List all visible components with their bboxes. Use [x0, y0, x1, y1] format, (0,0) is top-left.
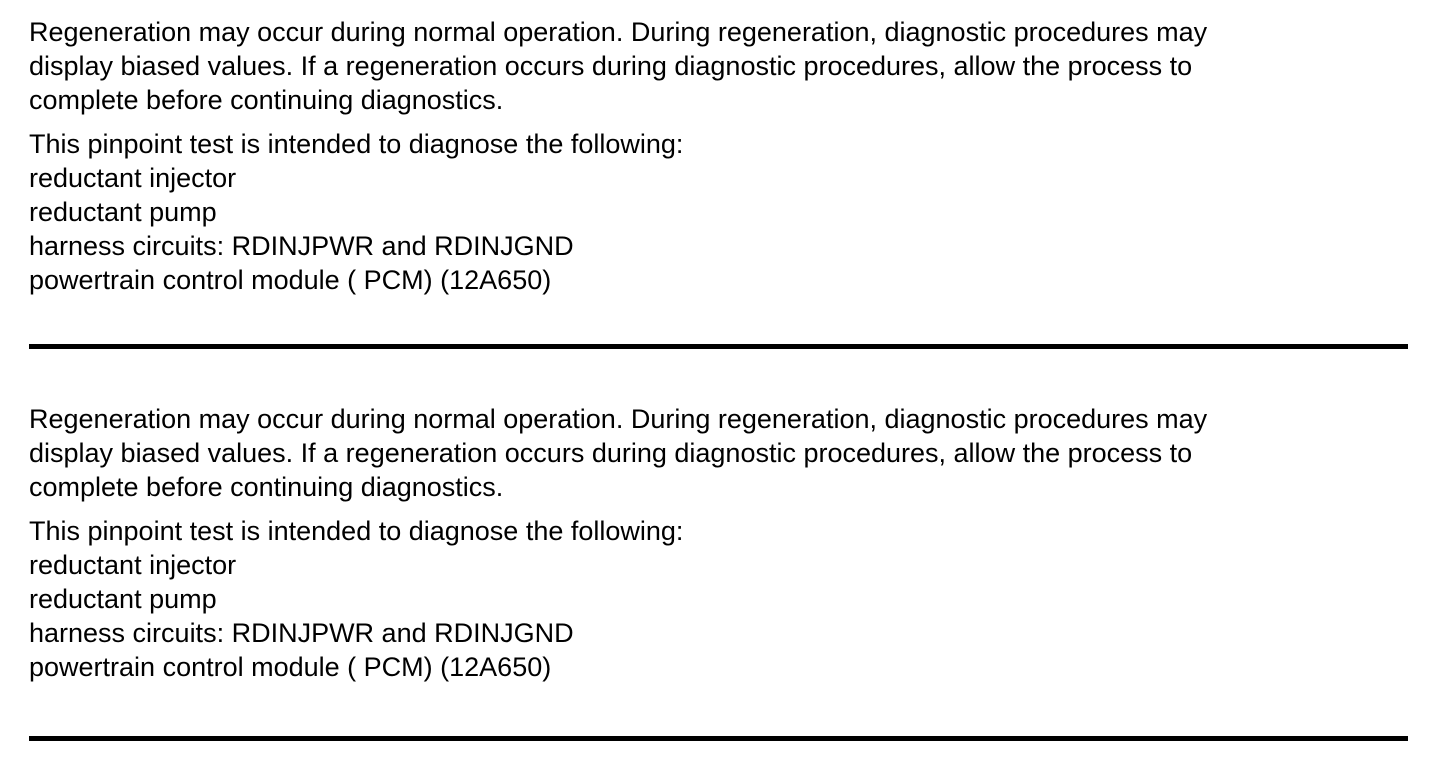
- diagnosis-list: [29, 161, 1414, 297]
- list-item: reductant pump: [29, 584, 217, 614]
- pinpoint-test-section-2: [29, 402, 1414, 684]
- pinpoint-test-intro: This pinpoint test is intended to diagnose the following:: [29, 129, 684, 159]
- list-item: harness circuits: RDINJPWR and RDINJGND: [29, 618, 574, 648]
- list-item: powertrain control module ( PCM) (12A650): [29, 265, 552, 295]
- section-divider: [29, 344, 1408, 349]
- pinpoint-test-section-1: [29, 15, 1414, 297]
- regeneration-note: Regeneration may occur during normal operation. During regeneration, diagnostic procedures may display biased values. If a regeneration occurs during diagnostic procedures, allow the process to complete before continuing diagnostics.: [29, 17, 1208, 115]
- pinpoint-test-intro: This pinpoint test is intended to diagnose the following:: [29, 516, 684, 546]
- list-item: reductant injector: [29, 163, 237, 193]
- list-item: harness circuits: RDINJPWR and RDINJGND: [29, 231, 574, 261]
- list-item: reductant injector: [29, 550, 237, 580]
- section-divider: [29, 736, 1408, 741]
- list-item: powertrain control module ( PCM) (12A650): [29, 652, 552, 682]
- regeneration-note: Regeneration may occur during normal operation. During regeneration, diagnostic procedures may display biased values. If a regeneration occurs during diagnostic procedures, allow the process to complete before continuing diagnostics.: [29, 404, 1208, 502]
- diagnosis-list: [29, 548, 1414, 684]
- list-item: reductant pump: [29, 197, 217, 227]
